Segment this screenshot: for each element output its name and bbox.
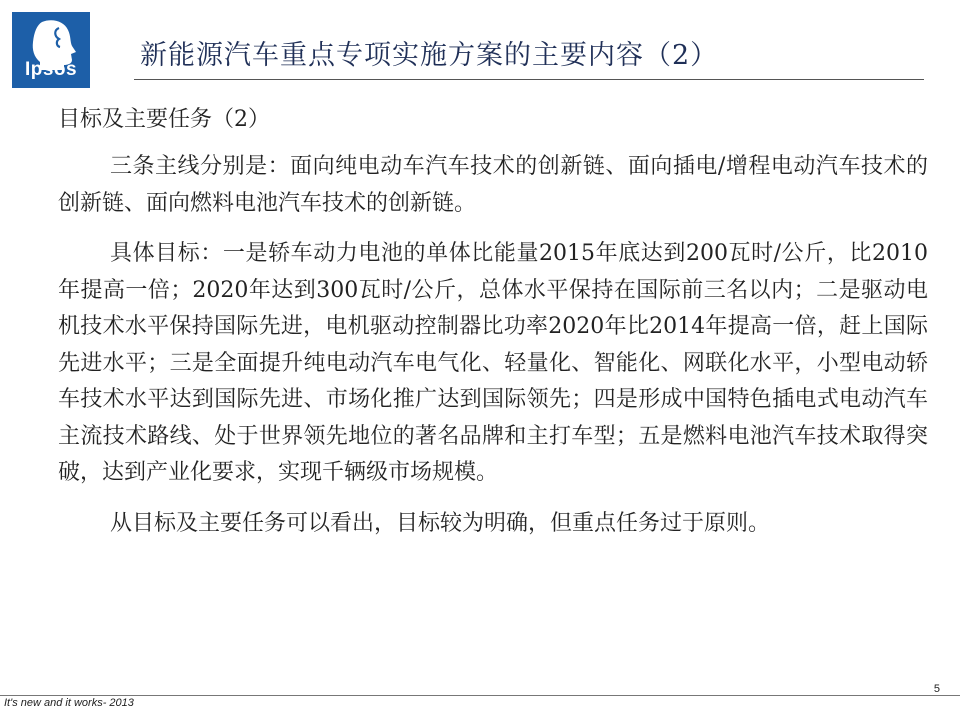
footer-tagline: It's new and it works- 2013	[4, 697, 134, 709]
paragraph-specific-goals: 具体目标：一是轿车动力电池的单体比能量2015年底达到200瓦时/公斤，比2010年提高一倍；2020年达到300瓦时/公斤，总体水平保持在国际前三名以内；二是驱动电机技术水平保持国际先进，电机驱动控制器比功率2020年比2014年提高一倍，赶上国际先进水平；三是全面提升纯电动汽车电气化、轻量化、智能化、网联化水平，小型电动轿车技术水平达到国际先进、市场化推广达到国际领先；四是形成中国特色插电式电动汽车主流技术路线、处于世界领先地位的著名品牌和主打车型；五是燃料电池汽车技术取得突破，达到产业化要求，实现千辆级市场规模。	[58, 241, 928, 485]
ipsos-logo	[12, 12, 90, 88]
paragraph-conclusion: 从目标及主要任务可以看出，目标较为明确，但重点任务过于原则。	[110, 510, 771, 536]
footer-divider	[0, 695, 960, 696]
title-divider	[134, 79, 924, 80]
page-number: 5	[933, 683, 940, 695]
slide-title: 新能源汽车重点专项实施方案的主要内容（2）	[140, 40, 719, 71]
logo-text: Ipsos	[24, 59, 78, 80]
paragraph-main-lines: 三条主线分别是：面向纯电动车汽车技术的创新链、面向插电/增程电动汽车技术的创新链、面向燃料电池汽车技术的创新链。	[58, 154, 928, 216]
section-heading: 目标及主要任务（2）	[58, 107, 270, 132]
slide-body	[58, 103, 928, 556]
